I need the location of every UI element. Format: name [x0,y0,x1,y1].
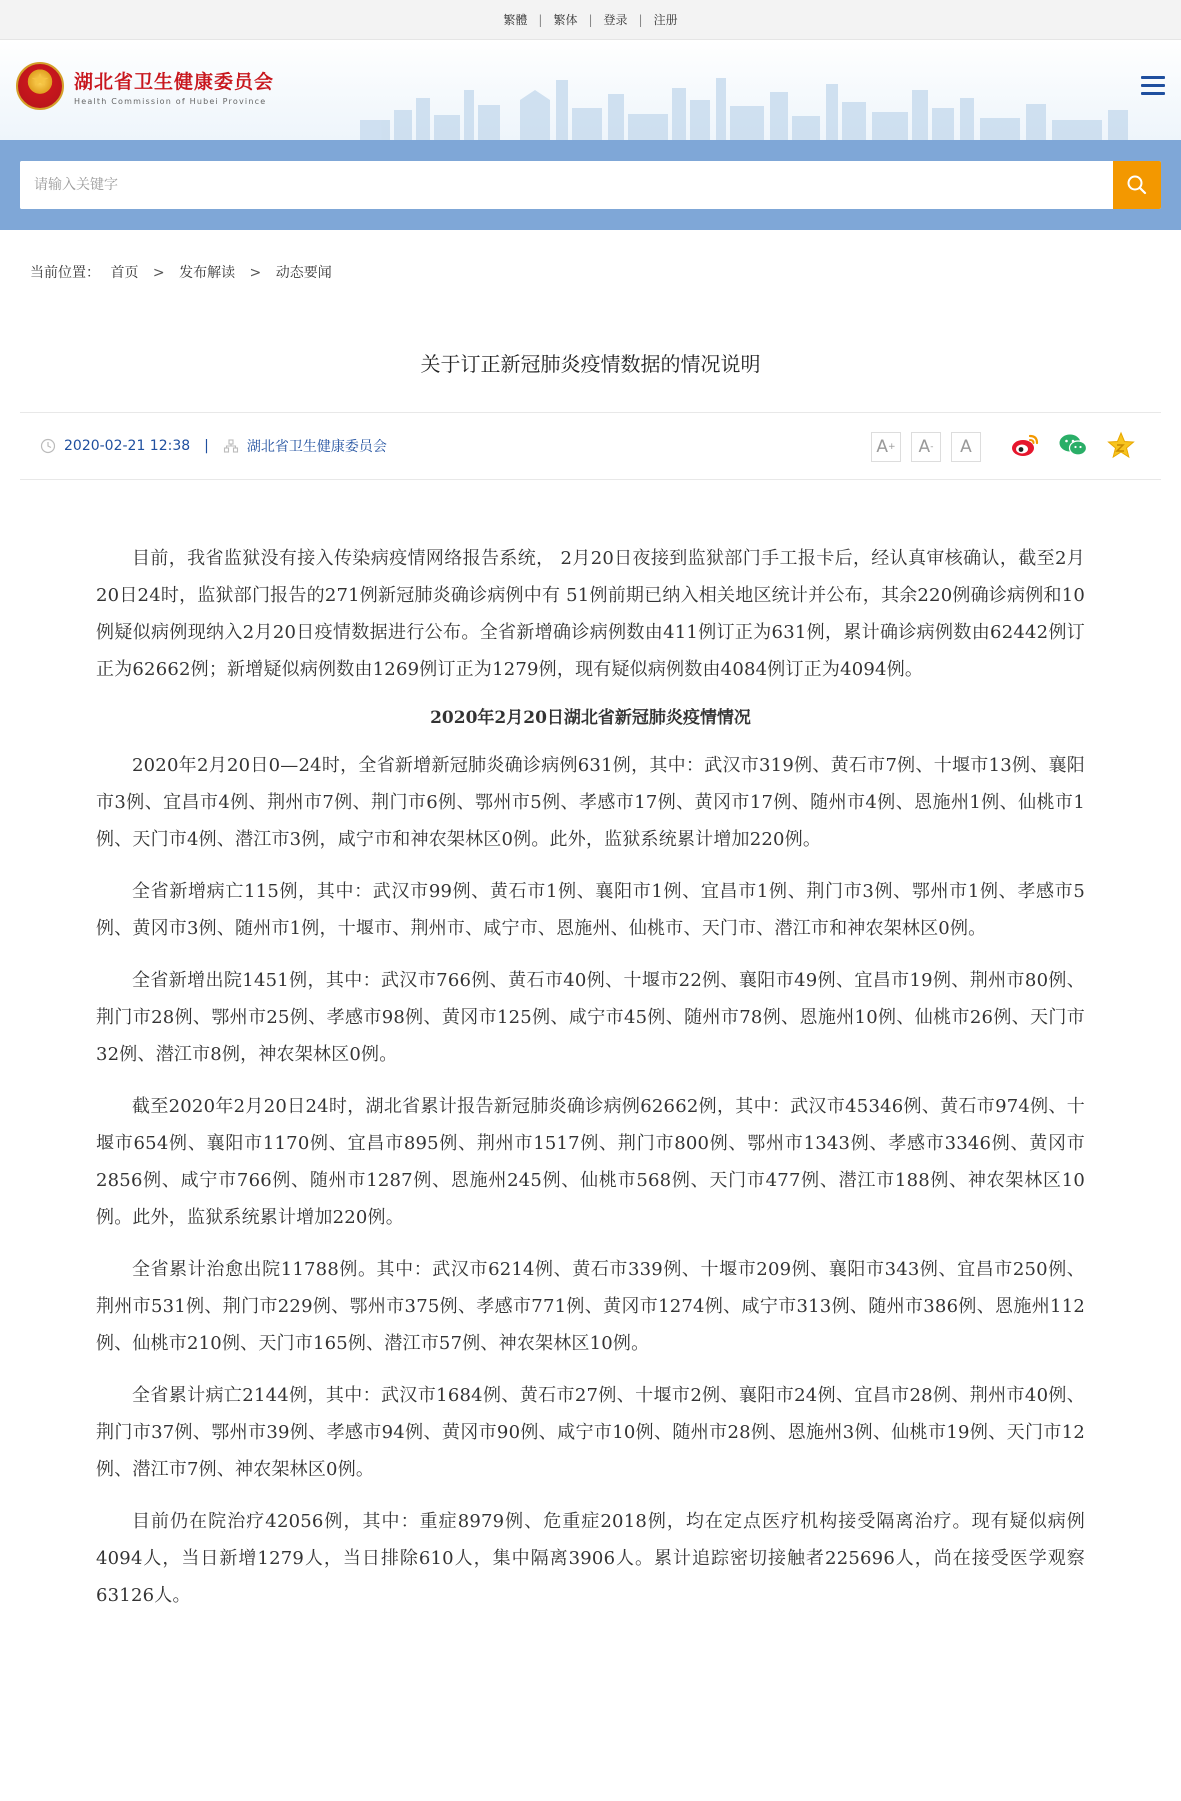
separator: | [538,12,543,27]
font-decrease-button[interactable]: A - [911,432,941,462]
favorite-button[interactable] [1105,429,1137,461]
search-button[interactable] [1113,161,1161,209]
register-link[interactable]: 注册 [653,13,678,27]
separator: | [638,12,643,27]
login-link[interactable]: 登录 [603,13,628,27]
article-title: 关于订正新冠肺炎疫情数据的情况说明 [420,352,761,376]
body-paragraph: 2020年2月20日0—24时，全省新增新冠肺炎确诊病例631例，其中：武汉市319例、黄石市7例、十堰市13例、襄阳市3例、宜昌市4例、荆州市7例、荆门市6例、鄂州市5例、孝感市17例、黄冈市17例、随州市4例、恩施州1例、仙桃市1例、天门市4例、潜江市3例，咸宁市和神农架林区0例。此外，监狱系统累计增加220例。 [96,755,1085,850]
national-emblem-icon [16,62,64,110]
share-tools [993,429,1137,461]
body-paragraph: 全省累计治愈出院11788例。其中：武汉市6214例、黄石市339例、十堰市209例、襄阳市343例、宜昌市250例、荆州市531例、荆门市229例、鄂州市375例、孝感市771例、黄冈市1274例、咸宁市313例、随州市386例、恩施州112例、仙桃市210例、天门市165例、潜江市57例、神农架林区10例。 [96,1259,1085,1354]
site-logo[interactable] [16,62,274,110]
breadcrumb [0,230,1181,300]
weibo-share-button[interactable] [1009,429,1041,461]
article-meta-bar [20,412,1161,480]
article-body [0,480,1181,1614]
publish-date: 2020-02-21 12:38 [64,438,191,454]
font-size-tools [861,432,981,462]
separator: | [588,12,593,27]
breadcrumb-prefix: 当前位置： [30,265,100,281]
menu-icon[interactable] [1141,76,1165,96]
body-paragraph: 全省新增出院1451例，其中：武汉市766例、黄石市40例、十堰市22例、襄阳市49例、宜昌市19例、荆州市80例、荆门市28例、鄂州市25例、孝感市98例、黄冈市125例、咸宁市45例、随州市78例、恩施州10例、仙桃市26例、天门市32例、潜江市8例，神农架林区0例。 [96,970,1085,1065]
intro-paragraph: 目前，我省监狱没有接入传染病疫情网络报告系统， 2月20日夜接到监狱部门手工报卡后，经认真审核确认，截至2月20日24时，监狱部门报告的271例新冠肺炎确诊病例中有 51例前期已纳入相关地区统计并公布，其余220例确诊病例和10例疑似病例现纳入2月20日疫情数据进行公布。全省新增确诊病例数由411例订正为631例，累计确诊病例数由62442例订正为62662例；新增疑似病例数由1269例订正为1279例，现有疑似病例数由4084例订正为4094例。 [96,548,1085,680]
breadcrumb-separator: > [249,265,262,281]
body-paragraph: 截至2020年2月20日24时，湖北省累计报告新冠肺炎确诊病例62662例，其中：武汉市45346例、黄石市974例、十堰市654例、襄阳市1170例、宜昌市895例、荆州市1517例、荆门市800例、鄂州市1343例、孝感市3346例、黄冈市2856例、咸宁市766例、随州市1287例、恩施州245例、仙桃市568例、天门市477例、潜江市188例、神农架林区10例。此外，监狱系统累计增加220例。 [96,1096,1085,1228]
clock-icon [40,438,56,454]
font-reset-button[interactable]: A [951,432,981,462]
favorite-icon [1107,431,1135,459]
font-increase-button[interactable]: A + [871,432,901,462]
body-paragraph: 全省新增病亡115例，其中：武汉市99例、黄石市1例、襄阳市1例、宜昌市1例、荆门市3例、鄂州市1例、孝感市5例、黄冈市3例、随州市1例，十堰市、荆州市、咸宁市、恩施州、仙桃市、天门市、潜江市和神农架林区0例。 [96,881,1085,939]
article-subtitle: 2020年2月20日湖北省新冠肺炎疫情情况 [430,708,751,728]
search-box [20,161,1161,209]
wechat-share-button[interactable] [1057,429,1089,461]
site-name-english: Health Commission of Hubei Province [74,96,267,106]
body-paragraph: 目前仍在院治疗42056例，其中：重症8979例、危重症2018例，均在定点医疗机构接受隔离治疗。现有疑似病例4094人，当日新增1279人，当日排除610人，集中隔离3906人。累计追踪密切接触者225696人，尚在接受医学观察63126人。 [96,1511,1085,1606]
meta-separator: | [204,438,209,454]
traditional-chinese-link[interactable]: 繁體 [503,13,528,27]
breadcrumb-home[interactable]: 首页 [110,265,139,281]
search-icon [1126,174,1148,196]
simplified-chinese-link[interactable]: 繁体 [553,13,578,27]
breadcrumb-release-interpretation[interactable]: 发布解读 [179,265,236,281]
breadcrumb-news[interactable]: 动态要闻 [275,265,332,281]
top-utility-bar [0,0,1181,40]
search-input[interactable] [20,161,1113,209]
wechat-icon [1058,432,1088,458]
body-paragraph: 全省累计病亡2144例，其中：武汉市1684例、黄石市27例、十堰市2例、襄阳市24例、宜昌市28例、荆州市40例、荆门市37例、鄂州市39例、孝感市94例、黄冈市90例、咸宁市10例、随州市28例、恩施州3例、仙桃市19例、天门市12例、潜江市7例、神农架林区0例。 [96,1385,1085,1480]
org-icon [223,438,239,454]
search-band [0,140,1181,230]
site-name: 湖北省卫生健康委员会 [74,70,275,93]
breadcrumb-separator: > [152,265,165,281]
site-header [0,40,1181,140]
weibo-icon [1010,432,1040,458]
city-skyline-illustration [360,70,1160,140]
article-source: 湖北省卫生健康委员会 [246,439,387,455]
